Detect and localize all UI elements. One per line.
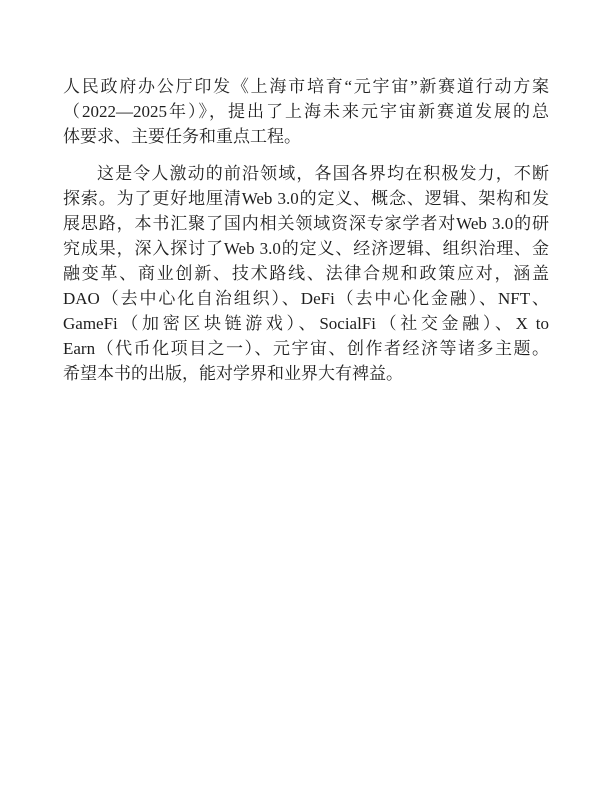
text-line: 究成果，深入探讨了Web 3.0的定义、经济逻辑、组织治理、金 bbox=[63, 239, 549, 258]
text-line: 展思路，本书汇聚了国内相关领域资深专家学者对Web 3.0的研 bbox=[63, 214, 549, 233]
text-line: 这是令人激动的前沿领域，各国各界均在积极发力，不断 bbox=[97, 164, 549, 183]
paragraph-web3-overview bbox=[63, 161, 549, 386]
paragraph-policy bbox=[63, 74, 549, 149]
text-line: （2022—2025年）》，提出了上海未来元宇宙新赛道发展的总 bbox=[63, 102, 549, 121]
text-line: 探索。为了更好地厘清Web 3.0的定义、概念、逻辑、架构和发 bbox=[63, 189, 549, 208]
text-line: GameFi（加密区块链游戏）、SocialFi（社交金融）、X to bbox=[63, 314, 549, 333]
text-line: 人民政府办公厅印发《上海市培育“元宇宙”新赛道行动方案 bbox=[63, 77, 549, 96]
text-line: 融变革、商业创新、技术路线、法律合规和政策应对，涵盖 bbox=[63, 264, 549, 283]
text-line: 希望本书的出版，能对学界和业界大有裨益。 bbox=[63, 364, 403, 383]
text-line: 体要求、主要任务和重点工程。 bbox=[63, 127, 301, 146]
text-line: DAO（去中心化自治组织）、DeFi（去中心化金融）、NFT、 bbox=[63, 289, 549, 308]
text-line: Earn（代币化项目之一）、元宇宙、创作者经济等诸多主题。 bbox=[63, 339, 549, 358]
text-block bbox=[63, 74, 549, 386]
